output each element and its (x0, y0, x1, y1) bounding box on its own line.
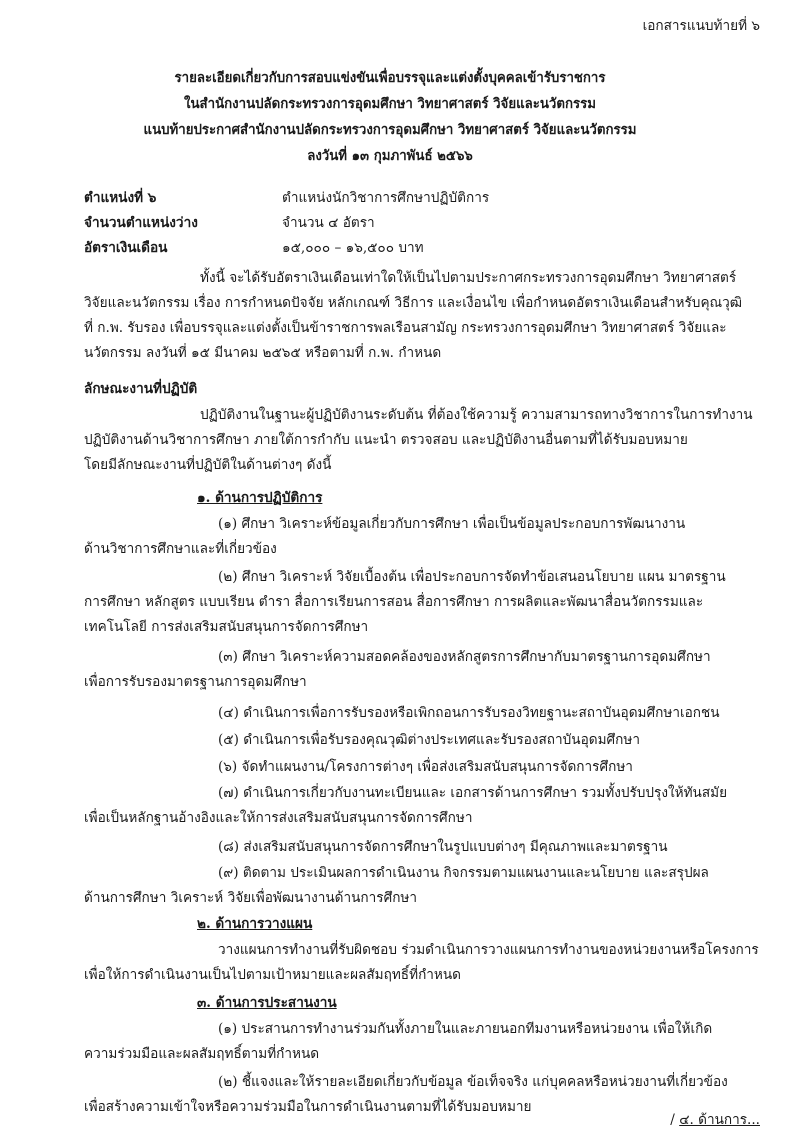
s1-item-5: (๕) ดำเนินการเพื่อรับรองคุณวุฒิต่างประเทศและรับรองสถาบันอุดมศึกษา (218, 732, 640, 748)
heading-line-2: ในสำนักงานปลัดกระทรวงการอุดมศึกษา วิทยาศาสตร์ วิจัยและนวัตกรรม (184, 96, 596, 112)
s3-item-2-line-2: เพื่อสร้างความเข้าใจหรือความร่วมมือในการดำเนินงานตามที่ได้รับมอบหมาย (84, 1099, 532, 1115)
heading-line-3: แนบท้ายประกาศสำนักงานปลัดกระทรวงการอุดมศึกษา วิทยาศาสตร์ วิจัยและนวัตกรรม (143, 122, 637, 138)
salary-note-line-3: ที่ ก.พ. รับรอง เพื่อบรรจุและแต่งตั้งเป็นข้าราชการพลเรือนสามัญ กระทรวงการอุดมศึกษา วิทยาศาสตร์ วิจัยและ (84, 320, 727, 336)
position-value: ตำแหน่งนักวิชาการศึกษาปฏิบัติการ (282, 190, 490, 206)
s1-item-7-line-1: (๗) ดำเนินการเกี่ยวกับงานทะเบียนและ เอกสารด้านการศึกษา รวมทั้งปรับปรุงให้ทันสมัย (218, 785, 728, 801)
annex-label: เอกสารแนบท้ายที่ ๖ (642, 18, 760, 34)
s1-item-2-line-3: เทคโนโลยี การส่งเสริมสนับสนุนการจัดการศึกษา (84, 619, 369, 635)
salary-note-line-1: ทั้งนี้ จะได้รับอัตราเงินเดือนเท่าใดให้เป็นไปตามประกาศกระทรวงการอุดมศึกษา วิทยาศาสตร์ (200, 270, 737, 286)
position-label: ตำแหน่งที่ ๖ (84, 190, 157, 206)
section-3-title: ๓. ด้านการประสานงาน (197, 995, 337, 1011)
salary-value: ๑๕,๐๐๐ – ๑๖,๕๐๐ บาท (282, 240, 424, 256)
s2-text-line-2: เพื่อให้การดำเนินงานเป็นไปตามเป้าหมายและผลสัมฤทธิ์ที่กำหนด (84, 967, 462, 983)
salary-label: อัตราเงินเดือน (84, 240, 168, 256)
s1-item-3-line-2: เพื่อการรับรองมาตรฐานการอุดมศึกษา (84, 674, 307, 690)
heading-line-1: รายละเอียดเกี่ยวกับการสอบแข่งขันเพื่อบรรจุและแต่งตั้งบุคคลเข้ารับราชการ (174, 70, 606, 86)
s1-item-8: (๘) ส่งเสริมสนับสนุนการจัดการศึกษาในรูปแบบต่างๆ มีคุณภาพและมาตรฐาน (218, 839, 668, 855)
duty-heading: ลักษณะงานที่ปฏิบัติ (84, 381, 198, 397)
s1-item-1-line-2: ด้านวิชาการศึกษาและที่เกี่ยวข้อง (84, 541, 277, 557)
s2-text-line-1: วางแผนการทำงานที่รับผิดชอบ ร่วมดำเนินการวางแผนการทำงานของหน่วยงานหรือโครงการ (218, 942, 759, 958)
section-1-title: ๑. ด้านการปฏิบัติการ (197, 490, 323, 506)
continuation-label: ๔. ด้านการ... (679, 1112, 760, 1128)
s1-item-9-line-2: ด้านการศึกษา วิเคราะห์ วิจัยเพื่อพัฒนางานด้านการศึกษา (84, 890, 418, 906)
s1-item-2-line-1: (๒) ศึกษา วิเคราะห์ วิจัยเบื้องต้น เพื่อประกอบการจัดทำข้อเสนอนโยบาย แผน มาตรฐาน (218, 569, 726, 585)
duty-intro-line-1: ปฏิบัติงานในฐานะผู้ปฏิบัติงานระดับต้น ที่ต้องใช้ความรู้ ความสามารถทางวิชาการในการทำงาน (200, 407, 753, 423)
continuation-prefix: / (670, 1112, 680, 1128)
s1-item-9-line-1: (๙) ติดตาม ประเมินผลการดำเนินงาน กิจกรรมตามแผนงานและนโยบาย และสรุปผล (218, 865, 709, 881)
s3-item-1-line-1: (๑) ประสานการทำงานร่วมกันทั้งภายในและภายนอกทีมงานหรือหน่วยงาน เพื่อให้เกิด (218, 1021, 713, 1037)
salary-note-line-2: วิจัยและนวัตกรรม เรื่อง การกำหนดปัจจัย หลักเกณฑ์ วิธีการ และเงื่อนไข เพื่อกำหนดอัตราเงินเดือนสำหรับคุณวุฒิ (84, 295, 743, 311)
duty-intro-line-3: โดยมีลักษณะงานที่ปฏิบัติในด้านต่างๆ ดังนี้ (84, 457, 332, 473)
s1-item-7-line-2: เพื่อเป็นหลักฐานอ้างอิงและให้การส่งเสริมสนับสนุนการจัดการศึกษา (84, 810, 473, 826)
page-continuation (670, 1110, 760, 1130)
s1-item-3-line-1: (๓) ศึกษา วิเคราะห์ความสอดคล้องของหลักสูตรการศึกษากับมาตรฐานการอุดมศึกษา (218, 649, 711, 665)
s1-item-4: (๔) ดำเนินการเพื่อการรับรองหรือเพิกถอนการรับรองวิทยฐานะสถาบันอุดมศึกษาเอกชน (218, 705, 720, 721)
salary-note-line-4: นวัตกรรม ลงวันที่ ๑๕ มีนาคม ๒๕๖๕ หรือตามที่ ก.พ. กำหนด (84, 345, 442, 361)
s1-item-1-line-1: (๑) ศึกษา วิเคราะห์ข้อมูลเกี่ยวกับการศึกษา เพื่อเป็นข้อมูลประกอบการพัฒนางาน (218, 516, 686, 532)
s1-item-2-line-2: การศึกษา หลักสูตร แบบเรียน ตำรา สื่อการเรียนการสอน สื่อการศึกษา การผลิตและพัฒนาสื่อนวัตกรรมและ (84, 594, 704, 610)
s1-item-6: (๖) จัดทำแผนงาน/โครงการต่างๆ เพื่อส่งเสริมสนับสนุนการจัดการศึกษา (218, 759, 633, 775)
heading-date: ลงวันที่ ๑๓ กุมภาพันธ์ ๒๕๖๖ (307, 148, 473, 164)
vacancy-value: จำนวน ๔ อัตรา (282, 215, 375, 231)
vacancy-label: จำนวนตำแหน่งว่าง (84, 215, 198, 231)
section-2-title: ๒. ด้านการวางแผน (197, 916, 313, 932)
s3-item-1-line-2: ความร่วมมือและผลสัมฤทธิ์ตามที่กำหนด (84, 1046, 320, 1062)
s3-item-2-line-1: (๒) ชี้แจงและให้รายละเอียดเกี่ยวกับข้อมูล ข้อเท็จจริง แก่บุคคลหรือหน่วยงานที่เกี่ยวข้อง (218, 1074, 728, 1090)
duty-intro-line-2: ปฏิบัติงานด้านวิชาการศึกษา ภายใต้การกำกับ แนะนำ ตรวจสอบ และปฏิบัติงานอื่นตามที่ได้รับมอบหมาย (84, 432, 688, 448)
